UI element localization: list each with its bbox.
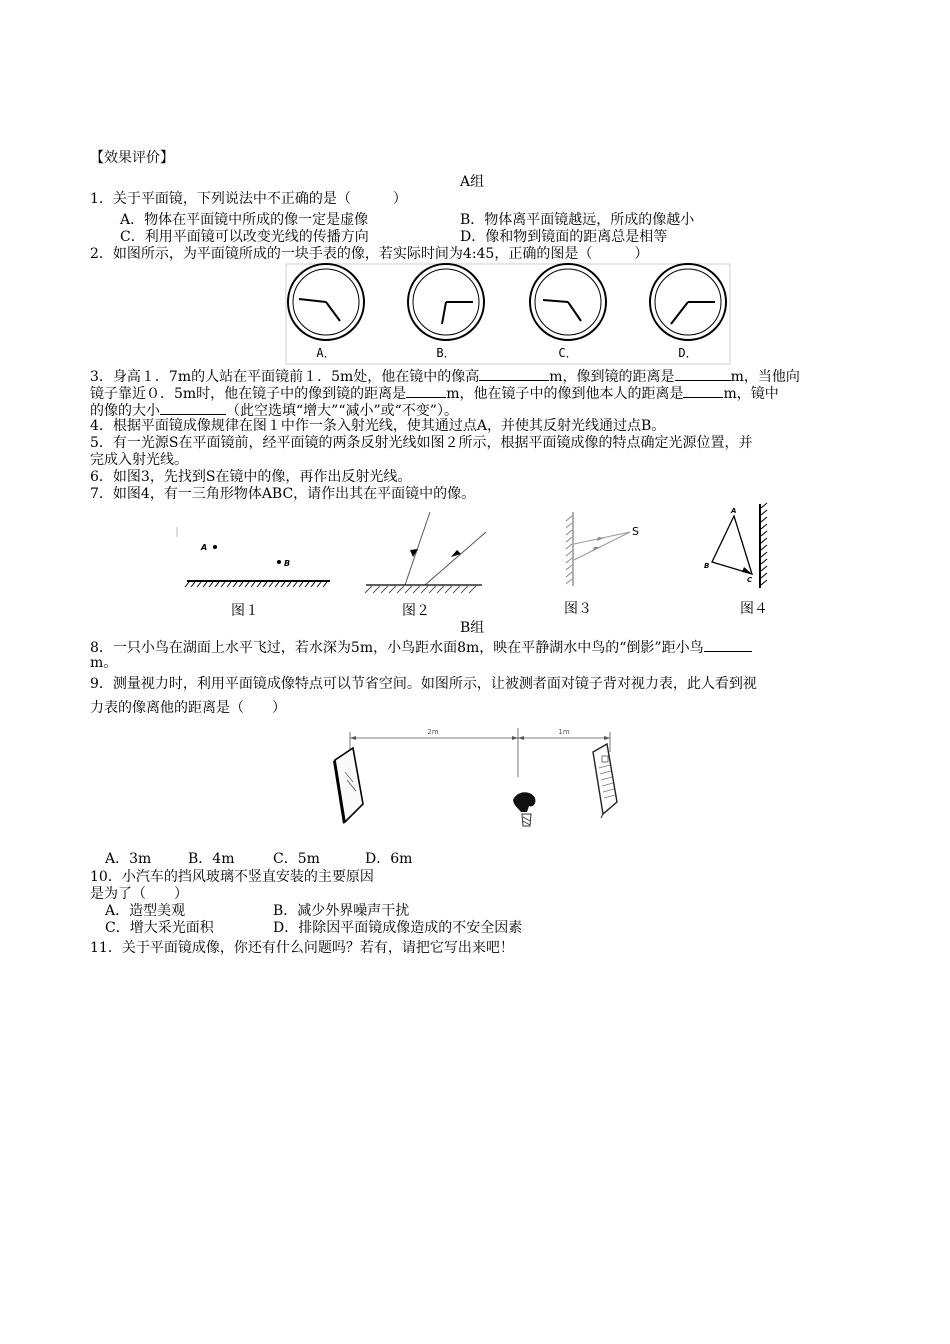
q3-text-2a: 镜子靠近０．5m时，他在镜子中的像到镜的距离是 [90, 386, 407, 402]
q10-option-a: A．造型美观 [105, 903, 186, 919]
q8-line-2: m。 [90, 655, 118, 671]
q5-line-2: 完成入射光线。 [90, 452, 188, 468]
q10-option-c: C．增大采光面积 [105, 920, 214, 936]
q3-text-1c: m，当他向 [730, 369, 800, 385]
fig2-arrow-2-icon [451, 550, 461, 557]
q3-blank-5[interactable] [160, 401, 226, 415]
fig2-arrow-1-icon [410, 549, 418, 557]
figure-3 [560, 510, 650, 590]
clock-d-icon [650, 264, 726, 340]
dim-label-right: 1m [558, 728, 570, 736]
eye-chart-icon [593, 744, 617, 818]
q3-text-3b: （此空选填“增大”“减小”或“不变”）。 [226, 403, 458, 419]
q9-eye-test-figure [325, 722, 625, 834]
q2-stem: 2．如图所示，为平面镜所成的一块手表的像，若实际时间为4:45，正确的图是（ ） [90, 246, 649, 262]
figure-4-caption: 图４ [740, 601, 768, 617]
q9-line-2: 力表的像离他的距离是（ ） [90, 700, 286, 716]
q9-option-b: B．4m [188, 851, 235, 867]
q8-blank[interactable] [704, 638, 752, 652]
point-b-dot [277, 560, 281, 564]
fig2-mirror-hatch [365, 586, 476, 593]
q3-blank-4[interactable] [683, 384, 723, 398]
figure-1-caption: 图１ [231, 603, 259, 619]
q3-text-1b: m，像到镜的距离是 [549, 369, 675, 385]
q4-text: 4．根据平面镜成像规律在图１中作一条入射光线，使其通过点A，并使其反射光线通过点B。 [90, 418, 666, 434]
q10-option-d: D．排除因平面镜成像造成的不安全因素 [273, 920, 523, 936]
group-a-heading: A组 [460, 174, 485, 190]
clock-a-icon [288, 264, 364, 340]
fig3-ray-2 [574, 532, 630, 560]
section-title: 【效果评价】 [90, 150, 174, 166]
q1-option-b: B．物体离平面镜越远，所成的像越小 [460, 212, 695, 228]
q9-line-1: 9．测量视力时，利用平面镜成像特点可以节省空间。如图所示，让被测者面对镜子背对视力表，此人看到视 [90, 676, 757, 692]
person-head-icon [513, 792, 535, 826]
fig1-label-b: B [284, 559, 291, 568]
fig4-label-a: A [731, 507, 737, 515]
q1-option-a: A．物体在平面镜中所成的像一定是虚像 [120, 212, 369, 228]
q9-option-d: D．6m [365, 851, 413, 867]
q9-option-c: C．5m [273, 851, 320, 867]
q3-blank-1[interactable] [479, 367, 549, 381]
q8-text-1: 8．一只小鸟在湖面上水平飞过，若水深为5m，小鸟距水面8m，映在平静湖水中鸟的“倒影”距小鸟 [90, 640, 704, 656]
clock-b-label: B． [436, 346, 456, 360]
clock-c-label: C． [558, 346, 578, 360]
q3-text-3a: 的像的大小 [90, 403, 160, 419]
q1-option-d: D．像和物到镜面的距离总是相等 [460, 229, 668, 245]
q2-clock-figure [283, 262, 733, 366]
fig3-mirror-hatch [566, 516, 572, 584]
clock-c-icon [530, 264, 606, 340]
fig1-label-a: A [201, 543, 208, 552]
figure-2 [360, 510, 490, 595]
clock-b-icon [408, 264, 484, 340]
dim-label-left: 2m [427, 728, 439, 736]
fig4-label-b: B [704, 562, 710, 570]
q11-text: 11．关于平面镜成像，你还有什么问题吗？若有，请把它写出来吧！ [90, 940, 514, 956]
q3-text-2b: m，他在镜子中的像到他本人的距离是 [446, 386, 684, 402]
q1-option-c: C．利用平面镜可以改变光线的传播方向 [120, 229, 369, 245]
fig2-ray-2 [425, 532, 486, 585]
clock-a-label: A． [316, 346, 336, 360]
q3-text-1a: 3．身高１．7m的人站在平面镜前１．5m处，他在镜中的像高 [90, 369, 480, 385]
fig4-triangle [712, 516, 752, 574]
fig3-label-s: S [632, 525, 639, 538]
clock-d-label: D． [678, 346, 698, 360]
figure-1 [175, 525, 335, 595]
fig4-mirror-hatch [761, 503, 767, 585]
q1-stem: 1．关于平面镜，下列说法中不正确的是（ ） [90, 191, 407, 207]
group-b-heading: B组 [460, 620, 485, 636]
q3-text-2c: m，镜中 [723, 386, 779, 402]
q5-line-1: 5．有一光源S在平面镜前，经平面镜的两条反射光线如图２所示，根据平面镜成像的特点确定光源位置，并 [90, 435, 753, 451]
q9-option-a: A．3m [105, 851, 152, 867]
point-a-dot [213, 545, 217, 549]
q10-line-1: 10．小汽车的挡风玻璃不竖直安装的主要原因 [90, 869, 374, 885]
q10-option-b: B．减少外界噪声干扰 [273, 903, 410, 919]
figure-2-caption: 图２ [402, 603, 430, 619]
mirror-icon [333, 748, 363, 824]
q10-line-2: 是为了（ ） [90, 886, 188, 902]
q8-line-1 [90, 638, 752, 657]
q7-text: 7．如图4，有一三角形物体ABC，请作出其在平面镜中的像。 [90, 486, 476, 502]
fig1-mirror-hatch [185, 582, 327, 587]
figure-4 [700, 500, 775, 592]
q3-blank-2[interactable] [675, 367, 731, 381]
q3-blank-3[interactable] [406, 384, 446, 398]
figure-3-caption: 图３ [564, 601, 592, 617]
q6-text: 6．如图3，先找到S在镜中的像，再作出反射光线。 [90, 469, 412, 485]
fig4-label-c: C [747, 576, 753, 584]
fig2-ray-1 [405, 512, 430, 585]
